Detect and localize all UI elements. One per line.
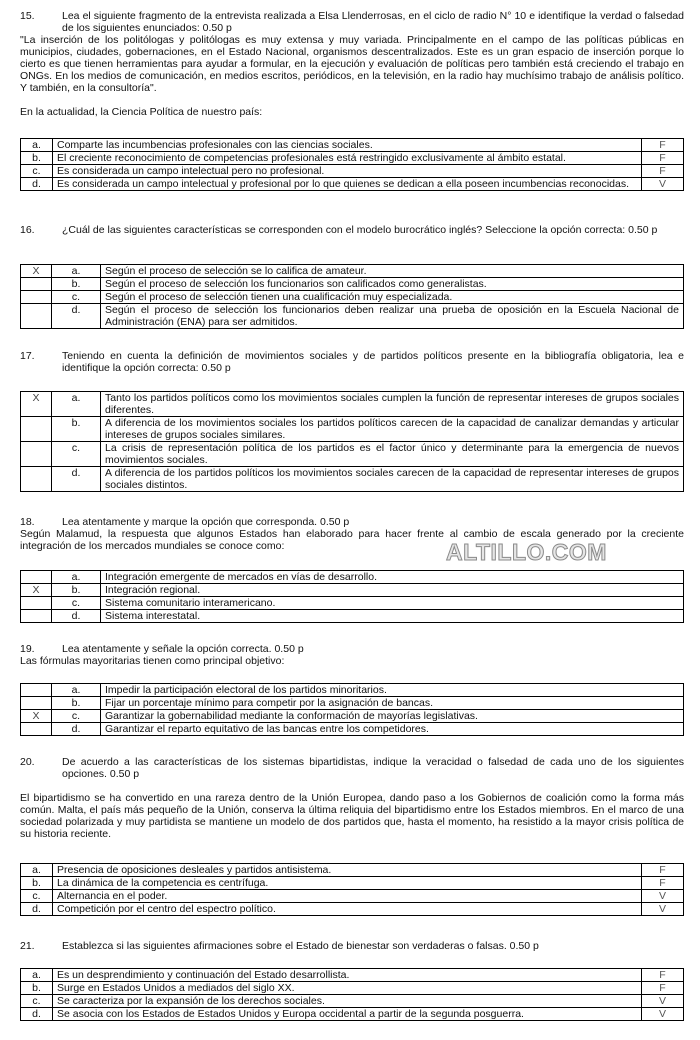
question-number: 18. (20, 516, 35, 528)
option-letter: d. (52, 467, 101, 492)
selection-mark[interactable] (21, 467, 52, 492)
option-row[interactable] (21, 610, 684, 623)
question-19-header (20, 643, 684, 655)
question-15-header (20, 10, 684, 34)
selection-mark[interactable] (21, 571, 52, 584)
option-row[interactable] (21, 139, 684, 152)
option-letter: c. (52, 442, 101, 467)
question-20-header (20, 756, 684, 780)
question-number: 15. (20, 10, 35, 22)
option-text: Es considerada un campo intelectual y profesional por lo que quienes se dedican a ella poseen incumbencias reconocidas. (53, 178, 642, 191)
option-row[interactable] (21, 684, 684, 697)
option-letter: b. (52, 417, 101, 442)
option-letter: d. (52, 723, 101, 736)
option-letter: a. (52, 684, 101, 697)
selection-mark[interactable]: X (21, 584, 52, 597)
option-row[interactable] (21, 877, 684, 890)
question-text: De acuerdo a las características de los sistemas bipartidistas, indique la veracidad o falsedad de cada uno de los siguientes opciones. 0.50 p (62, 756, 684, 780)
option-row[interactable] (21, 178, 684, 191)
answer-cell[interactable]: V (642, 1008, 684, 1021)
option-text: A diferencia de los partidos políticos los movimientos sociales carecen de la capacidad de representar intereses de grupos sociales distintos. (101, 467, 684, 492)
selection-mark[interactable]: X (21, 710, 52, 723)
answer-cell[interactable]: V (642, 890, 684, 903)
question-18-header (20, 516, 684, 528)
options-table-21 (20, 968, 684, 1021)
answer-cell[interactable]: F (642, 864, 684, 877)
watermark-logo: ALTILLO.COM (446, 539, 607, 565)
option-letter: a. (52, 265, 101, 278)
question-number: 20. (20, 756, 35, 768)
option-row[interactable] (21, 265, 684, 278)
question-number: 21. (20, 940, 35, 952)
option-row[interactable] (21, 723, 684, 736)
selection-mark[interactable] (21, 278, 52, 291)
option-letter: a. (21, 864, 53, 877)
option-text: Tanto los partidos políticos como los movimientos sociales cumplen la función de representar intereses de grupos sociales diferentes. (101, 392, 684, 417)
option-text: Sistema interestatal. (101, 610, 684, 623)
option-letter: d. (52, 304, 101, 329)
option-row[interactable] (21, 442, 684, 467)
answer-cell[interactable]: F (642, 165, 684, 178)
selection-mark[interactable] (21, 291, 52, 304)
question-number: 19. (20, 643, 35, 655)
option-row[interactable] (21, 467, 684, 492)
option-letter: b. (52, 584, 101, 597)
option-letter: d. (21, 903, 53, 916)
quote-paragraph: "La inserción de los politólogas y politólogas es muy extensa y muy variada. Principalmente en el campo de las políticas públicas en municipios, ciudades, gobernaciones, en el Estado Nacional, organismos descentralizados. Este es un gran espacio de inserción porque lo cierto es que tienen herramientas para ayudar a formular, en la ejecución y evaluación de políticas pero también está creciendo el trabajo en ONGs. En los medios de comunicación, en medios escritos, periódicos, en la televisión, en la radio hay muchísimo trabajo de análisis político. Y también, en la consultoría". (20, 34, 684, 94)
options-table-19 (20, 683, 684, 736)
question-text: ¿Cuál de las siguientes características se corresponden con el modelo burocrático inglés? Seleccione la opción correcta: 0.50 p (62, 224, 658, 236)
question-21 (20, 940, 684, 952)
option-row[interactable] (21, 584, 684, 597)
option-letter: b. (21, 877, 53, 890)
option-text: La dinámica de la competencia es centrífuga. (53, 877, 642, 890)
option-letter: d. (21, 1008, 53, 1021)
answer-cell[interactable]: V (642, 995, 684, 1008)
option-letter: a. (52, 392, 101, 417)
option-row[interactable] (21, 597, 684, 610)
option-text: Según el proceso de selección los funcionarios deben realizar una prueba de oposición en la Escuela Nacional de Administración (ENA) para ser admitidos. (101, 304, 684, 329)
question-15 (20, 10, 684, 118)
selection-mark[interactable]: X (21, 265, 52, 278)
question-text: Lea atentamente y marque la opción que corresponda. 0.50 p (62, 516, 350, 528)
question-17 (20, 350, 684, 374)
option-text: Se caracteriza por la expansión de los derechos sociales. (53, 995, 642, 1008)
selection-mark[interactable] (21, 304, 52, 329)
option-row[interactable] (21, 291, 684, 304)
option-row[interactable] (21, 697, 684, 710)
answer-cell[interactable]: F (642, 982, 684, 995)
question-16-header (20, 224, 684, 236)
lead-text: En la actualidad, la Ciencia Política de nuestro país: (20, 106, 263, 118)
selection-mark[interactable] (21, 684, 52, 697)
option-letter: c. (21, 995, 53, 1008)
option-letter: d. (21, 178, 53, 191)
quote-paragraph: El bipartidismo se ha convertido en una rareza dentro de la Unión Europea, dando paso a los Gobiernos de coalición como la forma más común. Malta, el país más pequeño de la Unión, conserva la última reliquia del bipartidismo entre los Estados miembros. En el marco de una sociedad polarizada y muy partidista se mantiene un modelo de dos partidos que, hasta el momento, ha resistido a la mayor crisis política de su historia reciente. (20, 792, 684, 840)
option-text: Garantizar la gobernabilidad mediante la conformación de mayorías legislativas. (101, 710, 684, 723)
option-row[interactable] (21, 417, 684, 442)
options-table-20 (20, 863, 684, 916)
option-text: Surge en Estados Unidos a mediados del siglo XX. (53, 982, 642, 995)
option-row[interactable] (21, 710, 684, 723)
answer-cell[interactable]: F (642, 877, 684, 890)
options-table-18 (20, 570, 684, 623)
option-letter: c. (21, 890, 53, 903)
option-row[interactable] (21, 304, 684, 329)
option-letter: a. (52, 571, 101, 584)
lead-text: Las fórmulas mayoritarias tienen como principal objetivo: (20, 655, 285, 667)
option-letter: d. (52, 610, 101, 623)
option-letter: b. (52, 697, 101, 710)
option-letter: c. (21, 165, 53, 178)
question-number: 17. (20, 350, 35, 362)
selection-mark[interactable] (21, 442, 52, 467)
option-text: Según el proceso de selección se lo califica de amateur. (101, 265, 684, 278)
option-row[interactable] (21, 969, 684, 982)
question-19 (20, 643, 684, 667)
selection-mark[interactable]: X (21, 392, 52, 417)
option-row[interactable] (21, 1008, 684, 1021)
selection-mark[interactable] (21, 723, 52, 736)
selection-mark[interactable] (21, 417, 52, 442)
option-row[interactable] (21, 165, 684, 178)
option-text: Garantizar el reparto equitativo de las bancas entre los competidores. (101, 723, 684, 736)
option-row[interactable] (21, 278, 684, 291)
option-letter: c. (52, 710, 101, 723)
option-text: Integración emergente de mercados en vías de desarrollo. (101, 571, 684, 584)
option-row[interactable] (21, 903, 684, 916)
question-text: Lea atentamente y señale la opción correcta. 0.50 p (62, 643, 304, 655)
option-letter: a. (21, 139, 53, 152)
answer-cell[interactable]: F (642, 139, 684, 152)
option-row[interactable] (21, 571, 684, 584)
question-21-header (20, 940, 684, 952)
option-text: Según el proceso de selección tienen una cualificación muy especializada. (101, 291, 684, 304)
option-text: A diferencia de los movimientos sociales los partidos políticos carecen de la capacidad de canalizar demandas y articular intereses de grupos sociales similares. (101, 417, 684, 442)
option-row[interactable] (21, 864, 684, 877)
question-text: Lea el siguiente fragmento de la entrevista realizada a Elsa Llenderrosas, en el ciclo de radio N° 10 e identifique la verdad o falsedad de los siguientes enunciados: 0.50 p (62, 10, 684, 34)
selection-mark[interactable] (21, 697, 52, 710)
option-letter: b. (21, 982, 53, 995)
option-row[interactable] (21, 890, 684, 903)
answer-cell[interactable]: F (642, 969, 684, 982)
option-row[interactable] (21, 392, 684, 417)
option-text: Comparte las incumbencias profesionales con las ciencias sociales. (53, 139, 642, 152)
answer-cell[interactable]: V (642, 903, 684, 916)
options-table-16 (20, 264, 684, 329)
question-20 (20, 756, 684, 840)
options-table-17 (20, 391, 684, 492)
option-text: Integración regional. (101, 584, 684, 597)
option-text: Es un desprendimiento y continuación del Estado desarrollista. (53, 969, 642, 982)
option-text: Alternancia en el poder. (53, 890, 642, 903)
option-text: Según el proceso de selección los funcionarios son calificados como generalistas. (101, 278, 684, 291)
selection-mark[interactable] (21, 610, 52, 623)
question-16 (20, 224, 684, 236)
option-text: Impedir la participación electoral de los partidos minoritarios. (101, 684, 684, 697)
option-letter: a. (21, 969, 53, 982)
option-text: Presencia de oposiciones desleales y partidos antisistema. (53, 864, 642, 877)
lead-text: Según Malamud, la respuesta que algunos Estados han elaborado para hacer frente al cambio de escala generado por la creciente integración de los mercados mundiales se conoce como: (20, 528, 684, 552)
option-letter: b. (21, 152, 53, 165)
option-text: Competición por el centro del espectro político. (53, 903, 642, 916)
option-letter: b. (52, 278, 101, 291)
options-table-15 (20, 138, 684, 191)
selection-mark[interactable] (21, 597, 52, 610)
option-text: Fijar un porcentaje mínimo para competir por la asignación de bancas. (101, 697, 684, 710)
option-row[interactable] (21, 982, 684, 995)
option-letter: c. (52, 597, 101, 610)
option-row[interactable] (21, 152, 684, 165)
option-row[interactable] (21, 995, 684, 1008)
question-text: Establezca si las siguientes afirmaciones sobre el Estado de bienestar son verdaderas o falsas. 0.50 p (62, 940, 539, 952)
option-text: La crisis de representación política de los partidos es el factor único y determinante para la emergencia de nuevos movimientos sociales. (101, 442, 684, 467)
option-text: Es considerada un campo intelectual pero no profesional. (53, 165, 642, 178)
option-letter: c. (52, 291, 101, 304)
question-number: 16. (20, 224, 35, 236)
option-text: El creciente reconocimiento de competencias profesionales está restringido exclusivamente al ámbito estatal. (53, 152, 642, 165)
option-text: Sistema comunitario interamericano. (101, 597, 684, 610)
answer-cell[interactable]: V (642, 178, 684, 191)
question-17-header (20, 350, 684, 374)
option-text: Se asocia con los Estados de Estados Unidos y Europa occidental a partir de la segunda posguerra. (53, 1008, 642, 1021)
question-text: Teniendo en cuenta la definición de movimientos sociales y de partidos políticos presente en la bibliografía obligatoria, lea e identifique la opción correcta: 0.50 p (62, 350, 684, 374)
answer-cell[interactable]: F (642, 152, 684, 165)
